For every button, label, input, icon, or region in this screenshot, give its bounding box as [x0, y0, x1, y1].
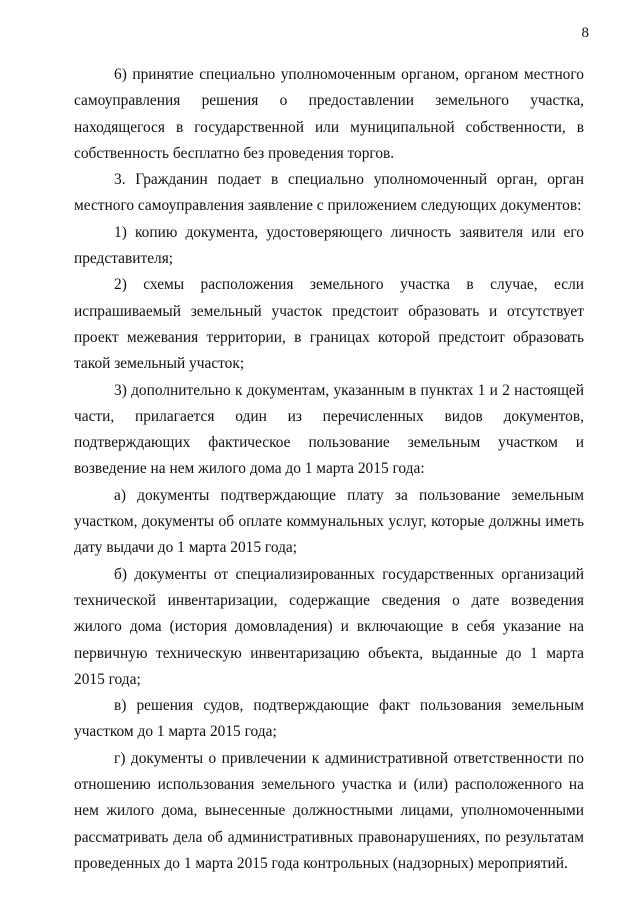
document-body: [74, 62, 584, 877]
paragraph-subitem-b-inventory-documents: б) документы от специализированных государственных организаций технической инвентаризации, содержащие сведения о дате возведения жилого дома (история домовладения) и включающие в себя указание на первичную техническую инвентаризацию объекта, выданные до 1 марта 2015 года;: [74, 565, 584, 688]
paragraph-item-1-identity-document: 1) копию документа, удостоверяющего личность заявителя или его представителя;: [74, 223, 584, 268]
paragraph-item-2-land-scheme: 2) схемы расположения земельного участка в случае, если испрашиваемый земельный участок предстоит образовать и отсутствует проект межевания территории, в границах которой предстоит образовать такой земельный участок;: [74, 276, 584, 373]
page-number: 8: [581, 25, 589, 41]
paragraph-subitem-g-administrative-documents: г) документы о привлечении к административной ответственности по отношению использования земельного участка и (или) расположенного на нем жилого дома, вынесенные должностными лицами, уполномоченными рассматривать дела об административных правонарушениях, по результатам проведенных до 1 марта 2015 года контрольных (надзорных) мероприятий.: [74, 749, 584, 872]
paragraph-item-6-decision: 6) принятие специально уполномоченным органом, органом местного самоуправления решения о предоставлении земельного участка, находящегося в государственной или муниципальной собственности, в собственность бесплатно без проведения торгов.: [74, 66, 584, 162]
paragraph-section-3-application: 3. Гражданин подает в специально уполномоченный орган, орган местного самоуправления заявление с приложением следующих документов:: [74, 171, 584, 215]
paragraph-item-3-additional-documents: 3) дополнительно к документам, указанным в пунктах 1 и 2 настоящей части, прилагается один из перечисленных видов документов, подтверждающих фактическое пользование земельным участком и возведение на нем жилого дома до 1 марта 2015 года:: [74, 381, 584, 478]
paragraph-subitem-v-court-decisions: в) решения судов, подтверждающие факт пользования земельным участком до 1 марта 2015 года;: [74, 697, 584, 741]
paragraph-subitem-a-payment-documents: а) документы подтверждающие плату за пользование земельным участком, документы об оплате коммунальных услуг, которые должны иметь дату выдачи до 1 марта 2015 года;: [74, 486, 584, 557]
